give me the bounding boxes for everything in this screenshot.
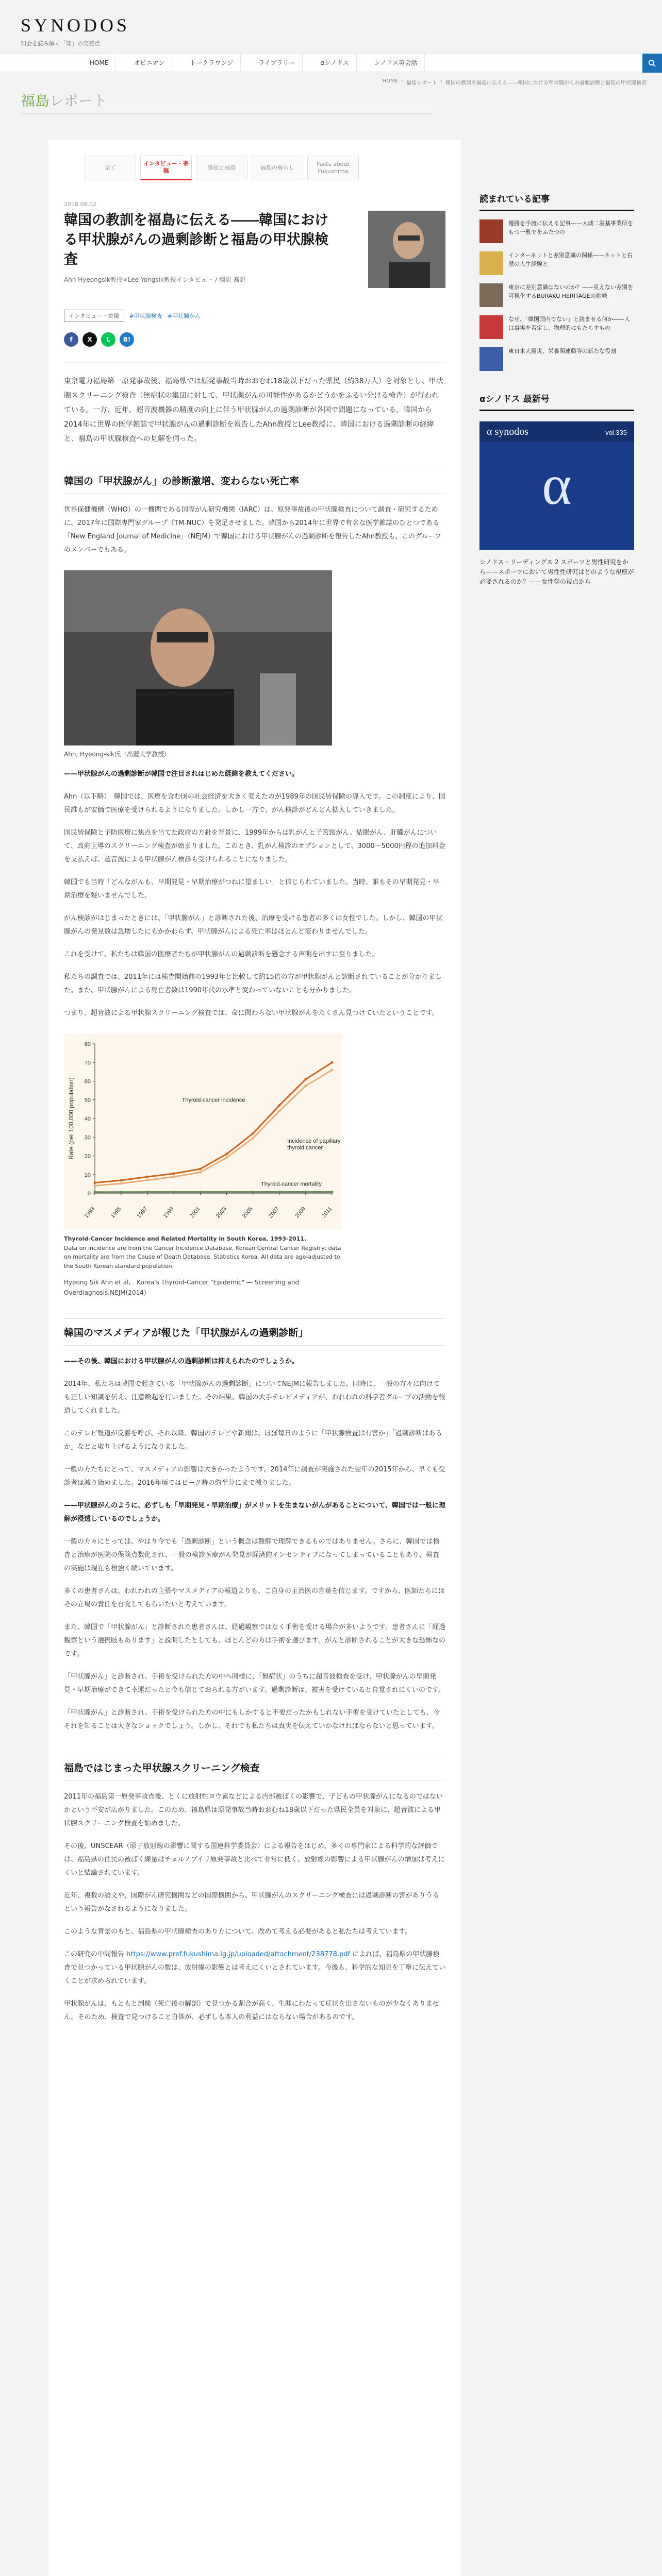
popular-title[interactable]: 東京に差別意識はないのか？——見えない差別を可視化するBURAKU HERITAGEの挑戦 — [508, 284, 633, 299]
popular-thumbnail[interactable] — [479, 219, 503, 243]
series-label-0: Thyroid-cancer incidence — [181, 1097, 245, 1104]
popular-item[interactable] — [479, 219, 634, 243]
tag-link-thyroid-exam[interactable]: #甲状腺検査 — [129, 313, 162, 319]
series-point-2 — [225, 1191, 228, 1193]
alpha-volume: vol.335 — [605, 429, 627, 436]
section-divider — [21, 113, 433, 114]
popular-item[interactable] — [479, 283, 634, 307]
line-share-icon[interactable]: L — [101, 332, 115, 347]
tag-category[interactable]: インタビュー・寄稿 — [64, 310, 124, 322]
series-point-2 — [278, 1191, 280, 1193]
nav-items — [82, 54, 425, 72]
series-label-2: Thyroid-cancer mortality — [261, 1181, 322, 1188]
series-point-0 — [146, 1176, 149, 1178]
chart-caption — [64, 1234, 342, 1270]
sidebar — [479, 192, 634, 587]
body-paragraph — [64, 1948, 445, 1988]
series-point-1 — [173, 1176, 175, 1178]
body-paragraph: 「甲状腺がん」と診断され、手術を受けられた方の中にもしかすると不要だったかもしれない手術を受けていたとしても、今それを知ることは大きなショックでしょう。しかし、それでも私たちは真実を伝えていかなければならないと思っています。 — [64, 1708, 440, 1730]
section-title-main: 福島 — [21, 93, 50, 109]
popular-item[interactable] — [479, 347, 634, 371]
section-title[interactable] — [21, 90, 107, 110]
interview-photo-image — [64, 570, 332, 745]
series-point-0 — [120, 1179, 123, 1181]
nav-item-english[interactable]: シノドス英会話 — [367, 54, 425, 72]
body-paragraph: これを受けて、私たちは韓国の医療者たちが甲状腺がんの過剰診断を懸念する声明を出すに至りました。 — [64, 951, 379, 958]
hatena-share-icon[interactable]: B! — [120, 332, 134, 347]
body-paragraph: 甲状腺がんは、もともと剖検（死亡後の解剖）で見つかる割合が高く、生涯にわたって症状を出さないものが少なくありません。そのため、検査で見つけること自体が、必ずしも本人の利益にはならない場合があるのです。 — [64, 1999, 439, 2021]
series-point-1 — [252, 1137, 254, 1140]
y-tick-label: 70 — [84, 1060, 91, 1066]
y-tick-label: 30 — [84, 1134, 91, 1141]
chart-background — [64, 1033, 342, 1229]
series-point-0 — [252, 1132, 254, 1135]
alpha-synodos-cover-image — [479, 421, 634, 550]
x-tick-label: 1999 — [162, 1206, 175, 1219]
series-point-0 — [173, 1172, 175, 1175]
alpha-synodos-cover[interactable] — [479, 421, 634, 550]
interview-photo — [64, 570, 332, 745]
body-paragraph: Ahn（以下略） 韓国では、医療を含む国の社会経済を大きく変えたのが1989年の国民皆保険の導入です。この制度により、国民誰もが安価で医療を受けられるようになりました。しかし一方で、がん検診がどんどん拡大していきました。 — [64, 793, 445, 814]
y-tick-label: 0 — [87, 1191, 91, 1197]
nav-item-alpha-synodos[interactable]: αシノドス — [313, 54, 356, 72]
share-buttons — [64, 332, 445, 347]
svg-text:α: α — [542, 453, 572, 516]
section-heading-3: 福島ではじまった甲状腺スクリーニング検査 — [64, 1754, 445, 1781]
section-heading-2: 韓国のマスメディアが報じた「甲状腺がんの過剰診断」 — [64, 1318, 445, 1346]
y-tick-label: 40 — [84, 1116, 91, 1122]
x-tick-label: 2005 — [241, 1206, 254, 1219]
article-lead: 東京電力福島第一原発事故後、福島県では原発事故当時おおむね18歳以下だった県民（約38万人）を対象とし、甲状腺スクリーニング検査（無症状の集団に対して、甲状腺がんの可能性があるかどうかをふるい分ける検査）が行われている。一方、近年、超音波機器の精度の向上に伴う甲状腺がんの過剰診断が各国で問題になっている。韓国から2014年に世界の医学雑誌で甲状腺がんの過剰診断を報告したAhn教授とLee教授に、韓国における過剰診断の経緯と、福島の甲状腺検査への見解を伺った。 — [64, 362, 445, 446]
interim-report-link[interactable]: https://www.pref.fukushima.lg.jp/uploaded/attachment/238778.pdf — [126, 1950, 351, 1958]
y-tick-label: 50 — [84, 1097, 91, 1104]
tab-interview[interactable]: インタビュー・寄稿 — [140, 156, 192, 180]
x-tick-label: 2001 — [188, 1206, 202, 1219]
body-paragraph: 2011年の福島第一原発事故直後、とくに放射性ヨウ素などによる内部被ばくの影響で、子どもの甲状腺がんになるのではないかという不安が広がりました。このため、福島県は原発事故当時おおむね18歳以下だった県民全員を対象に、超音波による甲状腺スクリーニング検査を始めました。 — [64, 1792, 443, 1827]
chart-source: Hyeong Sik Ahn et al, Korea's Thyroid-Cancer "Epidemic" — Screening and Overdiagnosis,NEJM(2014) — [64, 1279, 300, 1296]
question-3: ——甲状腺がんのように、必ずしも「早期発見・早期治療」がメリットを生まないがんがあることについて、韓国では一般に理解が浸透しているのでしょうか。 — [64, 1501, 445, 1523]
series-label-1: Incidence of papillary thyroid cancer — [287, 1138, 341, 1151]
series-point-1 — [225, 1157, 228, 1159]
body-paragraph: このような背景のもと、福島県の甲状腺検査のあり方について、改めて考える必要があると私たちは考えています。 — [64, 1927, 412, 1936]
series-point-0 — [225, 1153, 228, 1155]
main-nav — [0, 54, 662, 72]
body-paragraph: 一般の方たちにとって、マスメディアの影響は大きかったようです。2014年に調査が実施された翌年の2015年から、早くも受診者は減り始めました。2016年頃ではピーク時の約半分にまで減りました。 — [64, 1465, 445, 1487]
series-point-1 — [199, 1171, 202, 1174]
popular-thumbnail[interactable] — [479, 315, 503, 339]
search-icon — [648, 59, 656, 67]
site-brand[interactable] — [21, 14, 130, 47]
body-paragraph: このテレビ報道が反響を呼び、それ以降、韓国のテレビや新聞は、ほぼ毎日のように「甲状腺検査は有害か」「過剰診断はあるか」などと取り上げるようになりました。 — [64, 1429, 442, 1451]
interim-report-label: この研究の中間報告 — [64, 1950, 125, 1958]
x-tick-label: 2009 — [294, 1206, 307, 1219]
nav-item-opinion[interactable]: オピニオン — [126, 54, 172, 72]
tab-facts[interactable]: Facts about Fukushima — [307, 156, 359, 180]
popular-thumbnail[interactable] — [479, 347, 503, 371]
series-point-0 — [331, 1061, 334, 1064]
site-tagline: 知会を読み解く「知」の交差点 — [21, 40, 100, 47]
article-header — [64, 211, 445, 303]
y-tick-label: 80 — [84, 1041, 91, 1047]
author-photo — [368, 211, 445, 288]
series-point-2 — [173, 1191, 175, 1193]
series-point-1 — [94, 1184, 96, 1187]
series-point-1 — [331, 1069, 334, 1071]
alpha-synodos-heading: αシノドス 最新号 — [479, 392, 634, 411]
popular-title[interactable]: 優勝を手渡に伝える記事——大城二汲基事業所をもつ一覧でをふたつの — [508, 220, 633, 235]
series-point-2 — [331, 1191, 334, 1193]
y-tick-label: 60 — [84, 1078, 91, 1085]
alpha-badge: α synodos — [487, 426, 529, 437]
x-tick-label: 1997 — [136, 1206, 149, 1219]
incidence-chart-figure — [64, 1033, 342, 1298]
facebook-share-icon[interactable]: f — [64, 332, 78, 347]
article-column — [48, 140, 461, 2576]
x-tick-label: 2011 — [320, 1206, 334, 1219]
series-point-0 — [278, 1104, 280, 1107]
y-axis-label: Rate (per 100,000 population) — [68, 1077, 75, 1160]
body-paragraph: つまり、超音波による甲状腺スクリーニング検査では、命に関わらない甲状腺がんをたくさん見つけていたということです。 — [64, 1009, 439, 1017]
series-point-0 — [199, 1167, 202, 1170]
body-paragraph: 韓国でも当時「どんながんも、早期発見・早期治療がつねに望ましい」と信じられていました。当時、誰もその早期発見・早期治療を疑いませんでした。 — [64, 878, 440, 900]
nav-item-talk-lounge[interactable]: トークラウンジ — [183, 54, 241, 72]
series-point-2 — [146, 1191, 149, 1193]
section-heading-1: 韓国の「甲状腺がん」の診断激増、変わらない死亡率 — [64, 467, 445, 494]
breadcrumb-section[interactable]: 福島レポート — [406, 80, 437, 86]
series-point-1 — [120, 1182, 123, 1185]
section-title-accent: レポート — [49, 93, 108, 109]
article-tags — [64, 310, 445, 322]
breadcrumb-home[interactable]: HOME — [382, 78, 398, 84]
y-tick-label: 10 — [84, 1172, 91, 1178]
tab-accident[interactable]: 事故と福島 — [196, 156, 247, 180]
series-point-2 — [199, 1191, 202, 1193]
series-point-1 — [146, 1179, 149, 1181]
nav-item-library[interactable]: ライブラリー — [251, 54, 303, 72]
x-tick-label: 1995 — [109, 1206, 123, 1219]
x-tick-label: 1993 — [83, 1206, 96, 1219]
article-title: 韓国の教訓を福島に伝える——韓国における甲状腺がんの過剰診断と福島の甲状腺検査 — [64, 212, 328, 267]
body-paragraph: 多くの患者さんは、われわれの主張やマスメディアの報道よりも、ご自身の主治医の言葉を信じます。ですから、医師たちにはその立場の責任を自覚してもらいたいと考えています。 — [64, 1587, 445, 1608]
breadcrumb-separator: › — [440, 78, 442, 84]
section-1-paragraph: 世界保健機構（WHO）の一機関である国際がん研究機関（IARC）は、原発事故後の甲状腺検査について調査・研究するために、2017年に国際専門家グループ（TM-NUC）を発足させました。韓国から2014年に世界で有名な医学雑誌のひとつである「New England Journal of Medicine」（NEJM）で韓国における甲状腺がんの過剰診断を報告したAhn教授も、このグループのメンバーでもある。 — [64, 506, 442, 554]
question-2: ——その後、韓国における甲状腺がんの過剰診断は抑えられたのでしょうか。 — [64, 1357, 299, 1365]
x-tick-label: 2007 — [268, 1206, 281, 1219]
body-paragraph: 近年、複数の論文や、国際がん研究機関などの国際機関から、甲状腺がんのスクリーニング検査には過剰診断の害がありうるという報告がなされるようになりました。 — [64, 1891, 439, 1913]
popular-item[interactable] — [479, 251, 634, 275]
body-paragraph: また、韓国で「甲状腺がん」と診断された患者さんは、経過観察ではなく手術を受ける場合が多いようです。患者さんに「経過観察という選択肢もあります」と説明したとしても、ほとんどの方は手術を選びます。がんと診断されることが大きな恐怖なのです。 — [64, 1623, 445, 1658]
series-point-1 — [304, 1084, 307, 1087]
popular-heading: 読まれている記事 — [479, 192, 634, 211]
popular-thumbnail[interactable] — [479, 283, 503, 307]
popular-title[interactable]: 東日本大震災、栄養関連職等の新たな役割 — [508, 348, 616, 354]
article-author: Ahn Hyeongsik教授×Lee Yongsik教授インタビュー / 翻訳 髙野 — [64, 276, 246, 284]
breadcrumb — [383, 78, 647, 86]
alpha-synodos-caption[interactable]: シノドス・リーディングス 2 スポーツと男性研究をから——スポーツにおいて男性性研究はどのような視座が必要されるのか？——女性学の視点から — [479, 558, 634, 586]
popular-item[interactable] — [479, 315, 634, 339]
chart-note: Data on incidence are from the Cancer Incidence Database, Korean Central Cancer Registry; data on mortality are from the Cause of Death Database, Statistics Korea. All data are age-adjusted to the South Korean standard population. — [64, 1244, 341, 1269]
category-tabs — [85, 156, 445, 180]
tab-life[interactable]: 福島の暮らし — [252, 156, 303, 180]
author-photo-image — [368, 211, 445, 288]
x-tick-label: 2003 — [214, 1206, 228, 1219]
tab-all[interactable]: 全て — [85, 156, 136, 180]
breadcrumb-separator: › — [401, 78, 403, 84]
site-logo[interactable]: SYNODOS — [21, 15, 130, 36]
y-tick-label: 20 — [84, 1153, 91, 1160]
body-paragraph: 2014年、私たちは韓国で起きている「甲状腺がんの過剰診断」についてNEJMに報告しました。同時に、一般の方々に向けても正しい知識を伝え、注意喚起を行いました。その結果、韓国の大手テレビメディアが、われわれの科学者グループの活動を報道してくれました。 — [64, 1380, 445, 1415]
article-date: 2018.08.02 — [64, 201, 96, 208]
series-point-2 — [304, 1191, 307, 1193]
series-point-0 — [304, 1078, 307, 1080]
body-paragraph: 国民皆保険と予防医療に焦点を当てた政府の方針を背景に、1999年からは乳がんと子宮頸がん、結腸がん、肝臓がんについて、政府主導のスクリーニング検査が始まりました。このとき、乳がん検診のオプションとして、3000〜5000円程の追加料金を支払えば、超音波による甲状腺がん検診も受けられることになりました。 — [64, 829, 445, 863]
popular-title[interactable]: なぜ、「韓国国内でない」と読ませる何か——人は事実を否定し、物理的にもたらすもの — [508, 316, 631, 331]
body-paragraph: 一般の方々にとっては、やはり今でも「過剰診断」という概念は難解で理解できるものではありません。さらに、韓国では検査と治療が医院の保険点数化され、一般の検診医療がん発見が経済的インセンティブになってしまっていることもあり、検査の実施は現在も根強く続いています。 — [64, 1537, 440, 1572]
nav-item-home[interactable]: HOME — [82, 54, 116, 72]
body-paragraph: その後、UNSCEAR（原子放射線の影響に関する国連科学委員会）による報告をはじめ、多くの専門家による科学的な評価では、福島県の住民の被ばく線量はチェルノブイリ原発事故と比べて非常に低く、放射線の影響による甲状腺がんの増加は考えにくいと結論されています。 — [64, 1842, 445, 1877]
series-point-0 — [94, 1181, 96, 1184]
incidence-chart — [64, 1033, 342, 1229]
chart-title: Thyroid-Cancer Incidence and Related Mortality in South Korea, 1993-2011. — [64, 1235, 307, 1242]
photo-caption: Ahn, Hyeong-sik氏（高麗大学教授） — [64, 751, 170, 758]
question-1: ——甲状腺がんの過剰診断が韓国で注目されはじめた経緯を教えてください。 — [64, 770, 299, 778]
search-button[interactable] — [642, 54, 662, 73]
series-point-1 — [278, 1110, 280, 1112]
series-point-2 — [120, 1191, 123, 1193]
breadcrumb-current: 韓国の教訓を福島に伝える——韓国における甲状腺がんの過剰診断と福島の甲状腺検査 — [445, 80, 647, 86]
body-paragraph: 「甲状腺がん」と診断され、手術を受けられた方の中へ同様に、「無症状」のうちに超音波検査を受け、甲状腺がんの早期発見・早期治療ができて幸運だったと今も信じておられる方がいます。過剰診断は、被害を受けていると自覚されにくいのです。 — [64, 1672, 445, 1694]
interim-report-text: によれば、福島県の甲状腺検査で見つかっている甲状腺がんの数は、放射線の影響とは考えにくいとされています。今後も、科学的な知見を丁寧に伝えていくことが求められています。 — [64, 1950, 445, 1985]
x-share-icon[interactable]: X — [82, 332, 97, 347]
series-point-2 — [252, 1191, 254, 1193]
tag-link-thyroid-cancer[interactable]: #甲状腺がん — [167, 313, 201, 319]
body-paragraph: がん検診がはじまったときには、「甲状腺がん」と診断された後、治療を受ける患者の多くは女性でした。しかし、韓国の甲状腺がんの発見数は急増したにもかかわらず、甲状腺がんによる死亡率はほとんど変わりませんでした。 — [64, 914, 443, 936]
popular-thumbnail[interactable] — [479, 251, 503, 275]
body-paragraph: 私たちの調査では、2011年には検査開始前の1993年と比較して約15倍の方が甲状腺がんと診断されていることが分かりました。また、甲状腺がんによる死亡者数は1990年代の水準と変わっていないことも分かりました。 — [64, 973, 442, 994]
popular-title[interactable]: インターネットと差別意識の関係——ネットと右派の人生経験と — [508, 252, 633, 267]
series-point-2 — [94, 1191, 96, 1193]
